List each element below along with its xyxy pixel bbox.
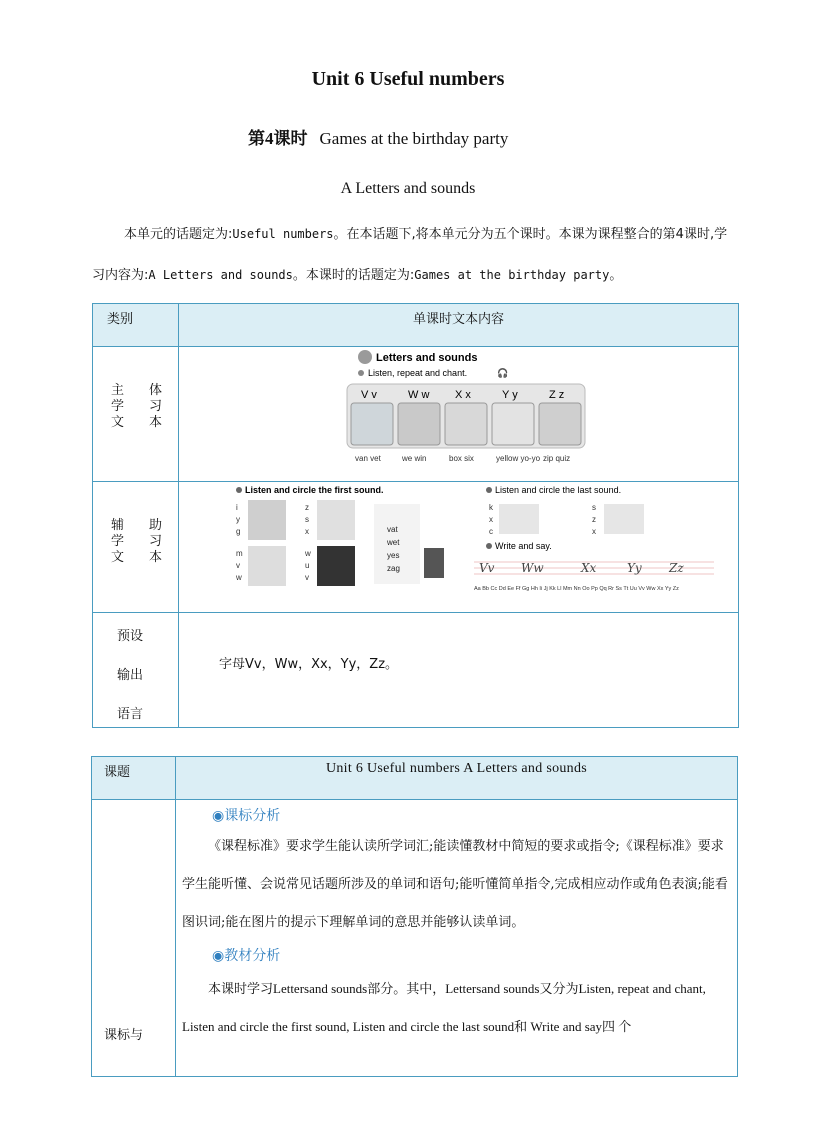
bullet-icon <box>236 487 242 493</box>
zebra-picture <box>317 500 355 540</box>
first-sound-heading: Listen and circle the first sound. <box>245 485 384 495</box>
header-unit-title: Unit 6 Useful numbers A Letters and sounds <box>176 757 738 800</box>
squirrel-picture <box>424 548 444 578</box>
output-label-text <box>117 617 143 734</box>
jug-picture <box>248 546 286 586</box>
exercise-figure <box>179 482 754 612</box>
word-label: van vet <box>355 454 381 463</box>
svg-text:g: g <box>236 527 241 536</box>
support-text-figure-cell <box>179 482 739 613</box>
label-char: 学 <box>111 534 125 549</box>
table-row-output <box>93 613 739 728</box>
header-content: 单课时文本内容 <box>179 304 739 347</box>
letter-label: X x <box>455 389 471 401</box>
lesson-name: Games at the birthday party <box>319 129 509 148</box>
svg-text:c: c <box>489 527 493 536</box>
header-category: 类别 <box>93 304 179 347</box>
lesson-title <box>248 124 508 149</box>
svg-text:z: z <box>305 503 309 512</box>
content-table <box>92 303 739 728</box>
word-label: zip quiz <box>543 454 571 463</box>
letter-picture <box>539 403 581 445</box>
letter-picture <box>351 403 393 445</box>
lesson-number: 第4课时 <box>248 129 308 148</box>
svg-text:w: w <box>236 573 242 582</box>
letter-picture <box>398 403 440 445</box>
svg-text:x: x <box>489 515 493 524</box>
lesson-table <box>91 756 738 1077</box>
lesson-analysis-row <box>92 800 738 1077</box>
word-item: zag <box>387 564 400 573</box>
intro-text-1: 本单元的话题定为: <box>124 227 233 242</box>
label-char: 习 <box>149 399 163 414</box>
svg-text:v: v <box>305 573 309 582</box>
label-char: 助 <box>149 518 163 533</box>
write-say-heading: Write and say. <box>495 541 552 551</box>
letter-picture <box>492 403 534 445</box>
word-item: yes <box>387 551 400 560</box>
svg-text:u: u <box>305 561 310 570</box>
section-bullet-icon <box>358 350 372 364</box>
svg-text:m: m <box>236 549 243 558</box>
table-row-support-text <box>93 482 739 613</box>
output-letters: 字母Vv，Ww，Xx，Yy，Zz。 <box>219 657 399 672</box>
output-content-cell <box>179 613 739 728</box>
last-sound-heading: Listen and circle the last sound. <box>495 485 622 495</box>
svg-text:z: z <box>592 515 596 524</box>
figure-heading: Letters and sounds <box>376 352 478 364</box>
svg-text:i: i <box>236 503 238 512</box>
letters-sounds-figure <box>179 347 754 481</box>
curriculum-standard-heading: ◉课标分析 <box>212 808 281 824</box>
svg-text:x: x <box>592 527 596 536</box>
svg-text:Vv: Vv <box>479 561 495 575</box>
bullet-icon <box>486 487 492 493</box>
word-label: box six <box>449 454 474 463</box>
analysis-label-text: 课标与 <box>104 1028 144 1043</box>
intro-content: A Letters and sounds <box>148 268 293 282</box>
word-item: wet <box>387 538 400 547</box>
support-text-label <box>93 482 179 613</box>
label-line: 语言 <box>117 707 144 722</box>
intro-paragraph <box>92 214 740 296</box>
label-line: 预设 <box>117 629 144 644</box>
svg-text:v: v <box>236 561 240 570</box>
document-title: Unit 6 Useful numbers <box>311 68 505 90</box>
analysis-content <box>176 800 738 1077</box>
fox-picture <box>499 504 539 534</box>
bullet-icon <box>486 543 492 549</box>
word-item: vat <box>387 525 398 534</box>
output-label <box>93 613 179 728</box>
svg-text:Ww: Ww <box>521 561 544 575</box>
label-char: 主 <box>111 383 125 398</box>
letter-label: W w <box>408 389 430 401</box>
svg-text:Zz: Zz <box>669 561 684 575</box>
vest-picture <box>317 546 355 586</box>
table-header-row <box>93 304 739 347</box>
textbook-analysis-text: 本课时学习Lettersand sounds部分。其中，Lettersand sounds又分为Listen, repeat and chant, Listen and circle the first sound, Listen and circle the last sound和 Write and say四 个 <box>182 981 706 1034</box>
word-label: we win <box>402 454 427 463</box>
svg-text:k: k <box>489 503 493 512</box>
intro-text-2: 。在本话题下,将本单元分为五个课时。本课为课程整合的第4课时,学习内容为: <box>92 227 728 283</box>
curriculum-standard-text: 《课程标准》要求学生能认读所学词汇;能读懂教材中简短的要求或指令;《课程标准》要求学生能听懂、会说常见话题所涉及的单词和语句;能听懂简单指令,完成相应动作或角色表演;能看图识词;能在图片的提示下理解单词的意思并能够认读单词。 <box>182 839 728 930</box>
person-picture <box>248 500 286 540</box>
label-char: 文 <box>111 415 125 430</box>
figure-instruction: Listen, repeat and chant. <box>368 368 468 378</box>
label-line: 输出 <box>117 668 144 683</box>
word-label: yellow yo-yo <box>496 454 541 463</box>
intro-text-3: 。本课时的话题定为: <box>292 268 415 283</box>
intro-text-4: 。 <box>609 268 623 283</box>
label-char: 习 <box>149 534 163 549</box>
word-labels <box>355 454 570 463</box>
header-topic: 课题 <box>92 757 176 800</box>
label-char: 本 <box>149 550 163 565</box>
svg-text:w: w <box>305 549 311 558</box>
svg-text:Yy: Yy <box>627 561 642 575</box>
letter-label: V v <box>361 389 377 401</box>
label-char: 本 <box>149 415 163 430</box>
svg-text:Xx: Xx <box>581 561 597 575</box>
label-char: 体 <box>149 383 163 398</box>
headphones-icon: 🎧 <box>497 369 509 379</box>
textbook-analysis-heading: ◉教材分析 <box>212 948 281 964</box>
section-title: A Letters and sounds <box>340 180 476 197</box>
svg-text:s: s <box>305 515 309 524</box>
svg-text:s: s <box>592 503 596 512</box>
instruction-bullet-icon <box>358 370 364 376</box>
analysis-label <box>92 800 176 1077</box>
table-row-main-text <box>93 347 739 482</box>
label-char: 学 <box>111 399 125 414</box>
svg-text:x: x <box>305 527 309 536</box>
main-text-figure-cell <box>179 347 739 482</box>
letter-picture <box>445 403 487 445</box>
label-char: 文 <box>111 550 125 565</box>
letter-label: Y y <box>502 389 518 401</box>
alphabet-strip: Aa Bb Cc Dd Ee Ff Gg Hh Ii Jj Kk Ll Mm Nn Oo Pp Qq Rr Ss Tt Uu Vv Ww Xx Yy Zz <box>474 586 679 592</box>
lesson-header-row <box>92 757 738 800</box>
letter-label: Z z <box>549 389 565 401</box>
main-text-label <box>93 347 179 482</box>
intro-topic: Useful numbers <box>232 227 334 241</box>
intro-lesson-topic: Games at the birthday party <box>414 268 610 282</box>
box-picture <box>604 504 644 534</box>
label-char: 辅 <box>111 518 125 533</box>
svg-text:y: y <box>236 515 240 524</box>
